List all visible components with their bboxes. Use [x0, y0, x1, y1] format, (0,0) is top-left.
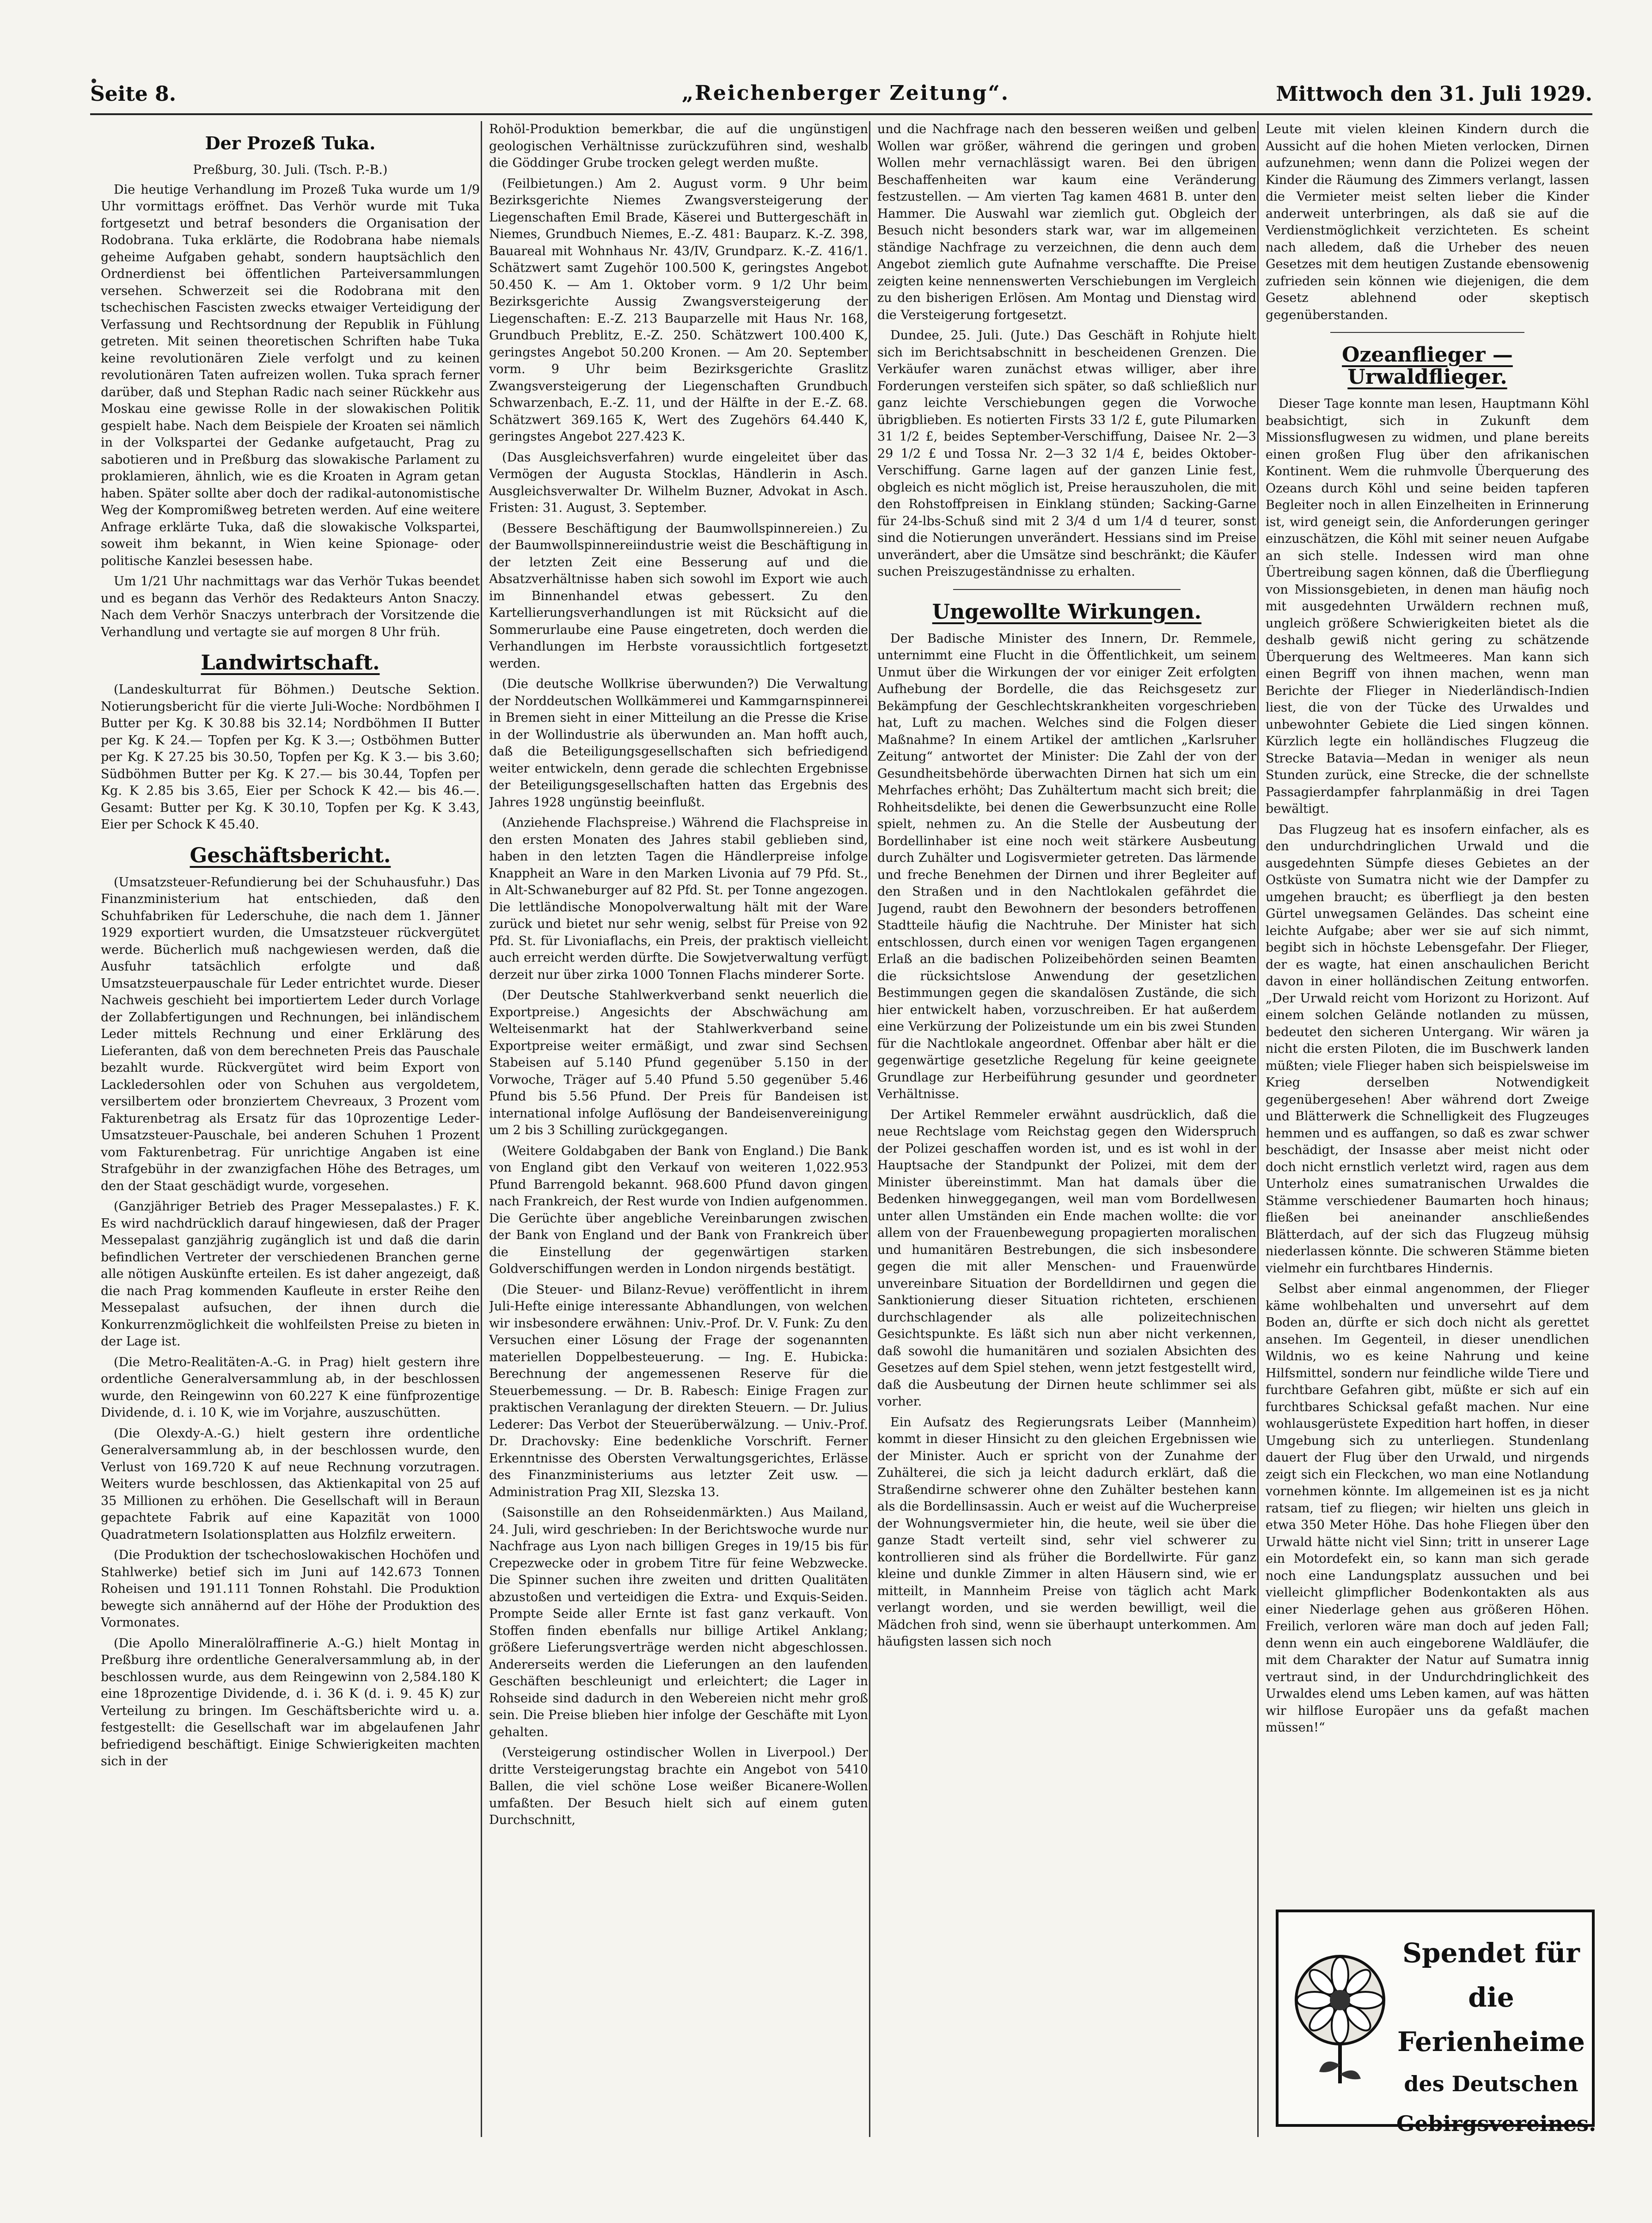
- article-paragraph: (Der Deutsche Stahlwerkverband senkt neuerlich die Exportpreise.) Angesichts der Abschwächung am Welteisenmarkt hat der Stahlwerkverband seine Exportpreise weiter ermäßigt, und zwar sind Sechsen Stabeisen auf 5.140 Pfund gegenüber 5.150 in der Vorwoche, Träger auf 5.40 Pfund 5.50 gegenüber 5.46 Pfund bis 5.56 Pfund. Der Preis für Bandeisen ist international infolge Auflösung der Bandeisenvereinigung um 2 bis 3 Schilling zurückgegangen.: [489, 988, 868, 1137]
- ad-line: Spendet für die: [1402, 1937, 1580, 2013]
- article-paragraph: Dieser Tage konnte man lesen, Hauptmann Köhl beabsichtigt, sich in Zukunft dem Missionsflugwesen zu widmen, und plane bereits einen großen Flug über den afrikanischen Kontinent. Wem die ruhmvolle Überquerung des Ozeans durch Köhl und seine beiden tapferen Begleiter noch in allen Einzelheiten in Erinnerung ist, wird geneigt sein, die Anforderungen geringer einzuschätzen, die Köhl mit seiner neuen Aufgabe an sich stelle. Indessen wird man ohne Übertreibung sagen können, daß die Überfliegung von Missionsgebieten, in denen man häufig noch mit ausgedehnten Urwäldern rechnen muß, ungleich größere Schwierigkeiten bietet als die deshalb gewiß nicht gering zu schätzende Überquerung des Weltmeeres. Man kann sich einen Begriff von ihnen machen, wenn man Berichte der Flieger in Niederländisch-Indien liest, die von der Tücke des Urwaldes und unbewohnter Gebiete die Lied singen können. Kürzlich legte ein holländisches Flugzeug die Strecke Batavia—Medan in weniger als neun Stunden zurück, eine Strecke, die der schnellste Passagierdampfer fahrplanmäßig in drei Tagen bewältigt.: [1266, 397, 1589, 816]
- article-separator: [953, 589, 1181, 590]
- article-paragraph: Leute mit vielen kleinen Kindern durch die Aussicht auf die hohen Mieten verlocken, Dirnen aufzunehmen; wenn dann die Polizei wegen der Kinder die Räumung des Zimmers verlangt, lassen die Vermieter meist selten lieber die Kinder anderweit unterbringen, als daß sie auf die Verdienstmöglichkeit verzichteten. Es scheint nach alledem, daß die Urheber des neuen Gesetzes mit dem heutigen Zustande ebensowenig zufrieden sein können wie diejenigen, die dem Gesetz ablehnend oder skeptisch gegenüberstanden.: [1266, 122, 1589, 322]
- article-paragraph: (Die Olexdy-A.-G.) hielt gestern ihre ordentliche Generalversammlung ab, in der beschlossen wurde, den Verlust von 169.720 K auf neue Rechnung vorzutragen. Weiters wurde beschlossen, das Aktienkapital von 25 auf 35 Millionen zu erhöhen. Die Gesellschaft will in Beraun gepachtete Fabrik auf eine Kapazität von 1000 Quadratmetern Isolationsplatten aus Holzfilz erweitern.: [101, 1426, 480, 1542]
- advertisement-box: [1276, 1910, 1597, 2136]
- page-header: [90, 78, 1592, 110]
- article-paragraph: (Anziehende Flachspreise.) Während die Flachspreise in den ersten Monaten des Jahres stabil geblieben sind, haben in den letzten Tagen die Händlerpreise infolge Knappheit an Ware in den Marken Livonia auf 79 Pfd. St., in Alt-Schwaneburger auf 82 Pfd. St. per Tonne angezogen. Die lettländische Monopolverwaltung hält mit der Ware zurück und bietet nur sehr wenig, selbst für Preise von 92 Pfd. St. für Livoniaflachs, ein Preis, der praktisch vielleicht auch erreicht werden dürfte. Die Sowjetverwaltung verfügt derzeit nur über zirka 1000 Tonnen Flachs minderer Sorte.: [489, 816, 868, 982]
- article-paragraph: (Bessere Beschäftigung der Baumwollspinnereien.) Zu der Baumwollspinnereiindustrie weist die Beschäftigung in der letzten Zeit eine Besserung auf und die Absatzverhältnisse haben sich sowohl im Export wie auch im Binnenhandel etwas gebessert. Zu den Kartellierungsverhandlungen ist mit Rücksicht auf die Sommerurlaube eine Pause eingetreten, doch werden die Verhandlungen im Herbste voraussichtlich fortgesetzt werden.: [489, 521, 868, 671]
- issue-date: Mittwoch den 31. Juli 1929.: [1276, 82, 1592, 106]
- article-paragraph: (Versteigerung ostindischer Wollen in Liverpool.) Der dritte Versteigerungstag brachte ein Angebot von 5410 Ballen, die viel schöne Lose weißer Bicanere-Wollen umfaßten. Der Besuch hielt sich auf einem guten Durchschnitt,: [489, 1745, 868, 1827]
- article-paragraph: (Die Produktion der tschechoslowakischen Hochöfen und Stahlwerke) betief sich im Juni auf 142.673 Tonnen Roheisen und 191.111 Tonnen Rohstahl. Die Produktion bewegte sich annähernd auf der Höhe der Produktion des Vormonates.: [101, 1548, 480, 1630]
- article-paragraph: (Die Apollo Mineralölraffinerie A.-G.) hielt Montag in Preßburg ihre ordentliche Generalversammlung ab, in der beschlossen wurde, aus dem Reingewinn von 2,584.180 K eine 18prozentige Dividende, d. i. 36 K (d. i. 9. 45 K) zur Verteilung zu bringen. Im Geschäftsberichte wird u. a. festgestellt: die Gesellschaft war im abgelaufenen Jahr befriedigend beschäftigt. Einige Schwierigkeiten machten sich in der: [101, 1636, 480, 1769]
- article-paragraph: (Landeskulturrat für Böhmen.) Deutsche Sektion. Notierungsbericht für die vierte Juli-Woche: Nordböhmen I Butter per Kg. K 30.88 bis 32.14; Nordböhmen II Butter per Kg. K 24.— Topfen per Kg. K 3.—; Ostböhmen Butter per Kg. K 27.25 bis 30.50, Topfen per Kg. K 3.— bis 3.60; Südböhmen Butter per Kg. K 27.— bis 30.44, Topfen per Kg. K 2.85 bis 3.65, Eier per Schock K 42.— bis 46.—. Gesamt: Butter per Kg. K 30.10, Topfen per Kg. K 3.43, Eier per Schock K 45.40.: [101, 682, 480, 832]
- article-paragraph: (Umsatzsteuer-Refundierung bei der Schuhausfuhr.) Das Finanzministerium hat entschieden, daß den Schuhfabriken für Lederschuhe, die nach dem 1. Jänner 1929 exportiert wurden, die Umsatzsteuer rückvergütet werde. Bücherlich muß nachgewiesen werden, daß die Ausfuhr tatsächlich erfolgte und daß Umsatzsteuerpauschale für Leder entrichtet wurde. Dieser Nachweis geschieht bei importiertem Leder durch Vorlage der Zollabfertigungen und Rechnungen, bei inländischem Leder mittels Rechnung und einer Erklärung des Lieferanten, daß von dem berechneten Preis das Pauschale bezahlt wurde. Rückvergütet wird beim Export von Lackledersohlen oder von Schuhen aus vergoldetem, versilbertem oder bronziertem Chevreaux, 3 Prozent vom Fakturenbetrag als Ersatz für das 10prozentige Leder-Umsatzsteuer-Pauschale, bei anderen Schuhen 1 Prozent vom Fakturenbetrag. Für unrichtige Angaben ist eine Strafgebühr in der zwanzigfachen Höhe des Betrages, um den der Staat geschädigt wurde, vorgesehen.: [101, 875, 480, 1193]
- article-paragraph: Rohöl-Produktion bemerkbar, die auf die ungünstigen geologischen Verhältnisse zurückzuführen sind, weshalb die Göddinger Grube trocken gelegt werden mußte.: [489, 122, 868, 170]
- column-4: [1266, 121, 1597, 2146]
- column-1: [101, 121, 480, 2146]
- article-paragraph: Ein Aufsatz des Regierungsrats Leiber (Mannheim) kommt in dieser Hinsicht zu den gleichen Ergebnissen wie der Minister. Auch er spricht von der Zunahme der Zuhälterei, die sich ja leicht dadurch erklärt, daß die Straßendirne schwerer ohne den Zuhälter bestehen kann als die Bordellinsassin. Auch er weist auf die Wucherpreise der Wohnungsvermieter hin, die heute, weil sie über die ganze Stadt verteilt sind, sehr viel schwerer zu kontrollieren sind als früher die Bordellwirte. Für ganz kleine und dunkle Zimmer in alten Häusern sind, wie er mitteilt, in Mannheim Preise von täglich acht Mark verlangt worden, und sie werden bewilligt, weil die Mädchen froh sind, wenn sie überhaupt unterkommen. Am häufigsten lassen sich noch: [877, 1415, 1256, 1649]
- section-title: Ungewollte Wirkungen.: [932, 600, 1202, 624]
- article-paragraph: Dundee, 25. Juli. (Jute.) Das Geschäft in Rohjute hielt sich im Berichtsabschnitt in bescheidenen Grenzen. Die Verkäufer waren zunächst etwas williger, aber ihre Forderungen versteifen sich später, so daß schließlich nur ganz leichte Verschiebungen gegen die Vorwoche übrigblieben. Es notierten Firsts 33 1/2 £, gute Pilumarken 31 1/2 £, beides September-Verschiffung, Daisee Nr. 2—3 29 1/2 £ und Tossa Nr. 2—3 32 1/4 £, beides Oktober-Verschiffung. Garne lagen auf der ganzen Linie fest, obgleich es nicht möglich ist, Preise herauszuholen, die mit den Rohstoffpreisen in Einklang stünden; Sacking-Garne für 24-lbs-Schuß sind mit 2 3/4 d um 1/4 d teurer, sonst sind die Notierungen unverändert. Hessians sind im Preise unverändert, aber die Umsätze sind beschränkt; die Käufer suchen Preiszugeständnisse zu erhalten.: [877, 328, 1256, 579]
- article-paragraph: Der Badische Minister des Innern, Dr. Remmele, unternimmt eine Flucht in die Öffentlichkeit, um seinem Unmut über die Wirkungen der vor einiger Zeit erfolgten Aufhebung der Bordelle, die das Reichsgesetz zur Bekämpfung der Geschlechtskrankheiten vorgeschrieben hat, Luft zu machen. Welches sind die Folgen dieser Maßnahme? In einem Artikel der amtlichen „Karlsruher Zeitung“ antwortet der Minister: Die Zahl der von der Gesundheitsbehörde überwachten Dirnen hat sich um ein Mehrfaches erhöht; Das Zuhältertum macht sich breit; die Rohheitsdelikte, bei denen die Gewerbsunzucht eine Rolle spielt, nehmen zu. An die Stelle der Ausbeutung der Bordellinhaber ist eine noch weit stärkere Ausbeutung durch Zuhälter und Logisvermieter getreten. Das lärmende und freche Benehmen der Dirnen und ihrer Begleiter auf den Straßen und in den Nachtlokalen gefährdet die Jugend, raubt den Bewohnern der besonders betroffenen Stadtteile häufig die Nachtruhe. Der Minister hat sich entschlossen, durch einen vor wenigen Tagen ergangenen Erlaß an die badischen Polizeibehörden seinen Beamten die rücksichtslose Anwendung der gesetzlichen Bestimmungen gegen die skandalösen Zustände, die sich hier entwickelt haben, vorzuschreiben. Er hat außerdem eine Verkürzung der Polizeistunde um ein bis zwei Stunden für die Nachtlokale angeordnet. Offenbar aber hält er die gegenwärtige gesetzliche Regelung für keine geeignete Grundlage zur Herbeiführung gesunder und geordneter Verhältnisse.: [877, 631, 1256, 1101]
- section-title: Ozeanflieger — Urwaldflieger.: [1342, 343, 1513, 389]
- paper-title: „Reichenberger Zeitung“.: [682, 81, 1010, 105]
- dateline: Preßburg, 30. Juli. (Tsch. P.-B.): [193, 163, 388, 177]
- article-title: Der Prozeß Tuka.: [205, 133, 376, 154]
- column-2: [489, 121, 868, 2146]
- article-paragraph: Die heutige Verhandlung im Prozeß Tuka wurde um 1/9 Uhr vormittags eröffnet. Das Verhör wurde mit Tuka fortgesetzt und betraf besonders die Organisation der Rodobrana. Tuka erklärte, die Rodobrana habe niemals geheime Aufgaben gehabt, sondern hauptsächlich den Ordnerdienst bei öffentlichen Parteiversammlungen versehen. Schwerzeit sei die Rodobrana mit den tschechischen Fascisten zwecks etwaiger Verteidigung der Verfassung und Rechtsordnung der Republik in Fühlung getreten. Mit seinen theoretischen Schriften habe Tuka keine revolutionären Ziele verfolgt und zu keinen revolutionären Taten aufreizen wollen. Tuka sprach ferner darüber, daß und Stephan Radic nach seiner Rückkehr aus Moskau eine gewisse Rolle in der slowakischen Politik gespielt habe. Nach dem Beispiele der Kroaten sei nämlich in der Volkspartei der Gedanke aufgetaucht, Prag zu sabotieren und in Preßburg das slowakische Parlament zu proklamieren, ähnlich, wie es die Kroaten in Agram getan haben. Später sollte aber doch der radikal-autonomistische Weg der Kompromißweg betreten werden. Auf eine weitere Anfrage erklärte Tuka, daß die slowakische Volkspartei, soweit ihm bekannt, in Wien keine Spionage- oder politische Kanzlei besessen habe.: [101, 182, 480, 568]
- ad-line: Gebirgsvereines.: [1396, 2111, 1597, 2136]
- column-divider: [1257, 121, 1259, 2137]
- ad-line: des Deutschen: [1404, 2071, 1579, 2096]
- article-separator: [1330, 332, 1524, 333]
- article-paragraph: Das Flugzeug hat es insofern einfacher, als es den undurchdringlichen Urwald und die ausgedehnten Sümpfe dieses Gebietes an der Ostküste von Sumatra nicht wie der Dampfer zu umgehen braucht; es überfliegt ja den besten Gürtel unwegsamen Geländes. Das scheint eine leichte Aufgabe; aber wer sie auf sich nimmt, begibt sich in höchste Lebensgefahr. Der Flieger, der es wagte, hat einen anschaulichen Bericht davon in einer holländischen Zeitung entworfen. „Der Urwald reicht vom Horizont zu Horizont. Auf einem solchen Gelände notlanden zu müssen, bedeutet den sicheren Untergang. Wir wären ja nicht die ersten Piloten, die im Buschwerk landen müßten; viele Flieger haben sich beispielsweise im Krieg derselben Notwendigkeit gegenübergesehen! Aber während dort Zweige und Blätterwerk die Schnelligkeit des Flugzeuges hemmen und es auffangen, so daß es zwar schwer beschädigt, der Insasse aber meist nicht oder doch nicht ernstlich verletzt wird, ragen aus dem Unterholz eines sumatranischen Urwaldes die Stämme verschiedener Baumarten hoch hinaus; fließen bei aneinander anschließendes Blätterdach, auf der sich das Flugzeug mühsig niederlassen könnte. Die schweren Stämme bieten vielmehr ein furchtbares Hindernis.: [1266, 822, 1589, 1276]
- article-paragraph: Der Artikel Remmeler erwähnt ausdrücklich, daß die neue Rechtslage vom Reichstag gegen den Widerspruch der Polizei geschaffen worden ist, und es ist wohl in der Hauptsache der Standpunkt der Polizei, mit dem der Minister übereinstimmt. Man hat damals über die Bedenken hinweggegangen, weil man vom Bordellwesen unter allen Umständen ein Ende machen wollte: die vor allem von der Frauenbewegung propagierten moralischen und humanitären Bestrebungen, die sich insbesondere gegen die mit aller Menschen- und Frauenwürde unvereinbare Situation der Bordelldirnen und gegen die Sanktionierung dieser Situation richteten, erschienen durchschlagender als alle polizeitechnischen Gesichtspunkte. Es läßt sich nun aber nicht verkennen, daß sowohl die humanitären und sozialen Absichten des Gesetzes auf dem Spiel stehen, wenn jetzt festgestellt wird, daß die Ausbeutung der Dirnen heute schlimmer sei als vorher.: [877, 1107, 1256, 1409]
- column-3: [877, 121, 1256, 2146]
- article-paragraph: und die Nachfrage nach den besseren weißen und gelben Wollen war größer, während die geringen und groben Wollen mehr vernachlässigt waren. Bei den übrigen Beschaffenheiten war kaum eine Veränderung festzustellen. — Am vierten Tag kamen 4681 B. unter den Hammer. Die Auswahl war ziemlich gut. Obgleich der Besuch nicht besonders stark war, war im allgemeinen ständige Nachfrage zu verzeichnen, die denn auch dem Angebot ziemlich gute Aufnahme verschaffte. Die Preise zeigten keine nennenswerten Verschiebungen im Vergleich zu den bisherigen Erlösen. Am Montag und Dienstag wird die Versteigerung fortgesetzt.: [877, 122, 1256, 322]
- column-divider: [869, 121, 870, 2137]
- article-paragraph: (Die Metro-Realitäten-A.-G. in Prag) hielt gestern ihre ordentliche Generalversammlung ab, in der beschlossen wurde, den Reingewinn von 60.227 K eine fünfprozentige Dividende, d. i. 10 K, wie im Vorjahre, auszuschütten.: [101, 1355, 480, 1420]
- advertisement-text: [1396, 1931, 1597, 2143]
- ad-line: Ferienheime: [1397, 2026, 1585, 2057]
- article-paragraph: (Die Steuer- und Bilanz-Revue) veröffentlicht in ihrem Juli-Hefte einige interessante Abhandlungen, von welchen wir insbesondere erwähnen: Univ.-Prof. Dr. V. Funk: Zu den Versuchen einer Lösung der Frage der sogenannten materiellen Doppelbesteuerung. — Ing. E. Hubicka: Berechnung der angemessenen Reserve für die Steuerbemessung. — Dr. B. Rabesch: Einige Fragen zur praktischen Veranlagung der direkten Steuern. — Dr. Julius Lederer: Das Verbot der Steuerüberwälzung. — Univ.-Prof. Dr. Drachovsky: Eine bedenkliche Vorschrift. Ferner Erkenntnisse des Obersten Verwaltungsgerichtes, Erlässe des Finanzministeriums aus letzter Zeit usw. — Administration Prag XII, Slezska 13.: [489, 1282, 868, 1499]
- article-paragraph: Um 1/21 Uhr nachmittags war das Verhör Tukas beendet und es begann das Verhör des Redakteurs Anton Snaczy. Nach dem Verhör Snaczys unterbrach der Vorsitzende die Verhandlung und vertagte sie auf morgen 8 Uhr früh.: [101, 574, 480, 639]
- edelweiss-emblem-icon: [1291, 1940, 1389, 2093]
- article-paragraph: (Die deutsche Wollkrise überwunden?) Die Verwaltung der Norddeutschen Wollkämmerei und Kammgarnspinnerei in Bremen sieht in einer Mitteilung an die Presse die Krise in der Wollindustrie als überwunden an. Man hofft auch, daß die Beteiligungsgesellschaften sich befriedigend weiter entwickeln, denn gerade die schlechten Ergebnisse der Beteiligungsgesellschaften hatten das Ergebnis des Jahres 1928 ungünstig beeinflußt.: [489, 677, 868, 810]
- article-paragraph: Selbst aber einmal angenommen, der Flieger käme wohlbehalten und unversehrt auf dem Boden an, dürfte er sich doch nicht als gerettet ansehen. Im Gegenteil, in dieser unendlichen Wildnis, wo es keine Nahrung und keine Hilfsmittel, sondern nur feindliche wilde Tiere und furchtbare Gefahren gibt, müßte er sich auf ein furchtbares Schicksal gefaßt machen. Nur eine wohlausgerüstete Expedition hart hoffen, in dieser Umgebung sich zu unterliegen. Stundenlang dauert der Flug über den Urwald, und nirgends zeigt sich ein Fleckchen, wo man eine Notlandung vornehmen könnte. Im allgemeinen ist es ja nicht ratsam, tief zu fliegen; wir hielten uns gleich in etwa 350 Meter Höhe. Das hohe Fliegen über den Urwald hätte nicht viel Sinn; tritt in unserer Lage ein Motordefekt ein, so kann man sich gerade noch eine Landungsplatz aussuchen und bei vielleicht glimpflicher Bodenkontakten als aus einer Niederlage gehen aus größeren Höhen. Freilich, verloren wäre man doch auf jeden Fall; denn wenn ein auch eingeborene Waldläufer, die mit dem Charakter der Natur auf Sumatra innig vertraut sind, in der Undurchdringlichkeit des Urwaldes elend ums Leben kamen, auf was hätten wir hilflose Europäer uns da gefaßt machen müssen!“: [1266, 1282, 1589, 1735]
- column-divider: [481, 121, 482, 2137]
- article-paragraph: (Weitere Goldabgaben der Bank von England.) Die Bank von England gibt den Verkauf von weiteren 1,022.953 Pfund Barrengold bekannt. 968.600 Pfund davon gingen nach Frankreich, der Rest wurde von Indien aufgenommen. Die Gerüchte über angebliche Vereinbarungen zwischen der Bank von England und der Bank von Frankreich über die Einstellung der gegenwärtigen starken Goldverschiffungen werden in London nirgends bestätigt.: [489, 1143, 868, 1276]
- section-title: Geschäftsbericht.: [190, 843, 391, 867]
- article-paragraph: (Das Ausgleichsverfahren) wurde eingeleitet über das Vermögen der Augusta Stocklas, Händlerin in Asch. Ausgleichsverwalter Dr. Wilhelm Buzner, Advokat in Asch. Fristen: 31. August, 3. September.: [489, 450, 868, 515]
- article-paragraph: (Feilbietungen.) Am 2. August vorm. 9 Uhr beim Bezirksgerichte Niemes Zwangsversteigerung der Liegenschaften Emil Brade, Käserei und Buttergeschäft in Niemes, Grundbuch Niemes, E.-Z. 481: Bauparz. K.-Z. 398, Bauareal mit Wohnhaus Nr. 43/IV, Grundparz. K.-Z. 416/1. Schätzwert samt Zugehör 100.500 K, geringstes Angebot 50.450 K. — Am 1. Oktober vorm. 9 1/2 Uhr beim Bezirksgerichte Aussig Zwangsversteigerung der Liegenschaften: E.-Z. 213 Bauparzelle mit Haus Nr. 168, Grundbuch Preblitz, E.-Z. 250. Schätzwert 100.400 K, geringstes Angebot 50.200 Kronen. — Am 20. September vorm. 9 Uhr beim Bezirksgerichte Graslitz Zwangsversteigerung der Liegenschaften Grundbuch Schwarzenbach, E.-Z. 11, und der Hälfte in der E.-Z. 68. Schätzwert 369.165 K, Wert des Zugehörs 64.440 K, geringstes Angebot 227.423 K.: [489, 176, 868, 444]
- page-number: Seite 8.: [90, 82, 177, 106]
- section-title: Landwirtschaft.: [201, 651, 380, 675]
- header-rule: [90, 113, 1592, 115]
- article-paragraph: (Ganzjähriger Betrieb des Prager Messepalastes.) F. K. Es wird nachdrücklich darauf hingewiesen, daß der Prager Messepalast ganzjährig zugänglich ist und daß die darin befindlichen Vertreter der verschiedenen Branchen gerne alle nötigen Auskünfte erteilen. Es ist daher angezeigt, daß die nach Prag kommenden Kaufleute in erster Reihe den Messepalast aufsuchen, der ihnen durch die Konkurrenzmöglichkeit die wohlfeilsten Preise zu bieten in der Lage ist.: [101, 1199, 480, 1349]
- article-paragraph: (Saisonstille an den Rohseidenmärkten.) Aus Mailand, 24. Juli, wird geschrieben: In der Berichtswoche wurde nur Nachfrage aus Lyon nach billigen Greges in 19/15 bis für Crepezwecke oder in grobem Titre für feine Webzwecke. Die Spinner suchen ihre zweiten und dritten Qualitäten abzustoßen und verteidigen die Extra- und Exquis-Seiden. Prompte Seide aller Ernte ist fast ganz verkauft. Von Stoffen finden ebenfalls nur billige Artikel Anklang; größere Lieferungsverträge werden nicht abgeschlossen. Andererseits werden die Lieferungen an den laufenden Geschäften beschleunigt und erleichtert; die Lager in Rohseide sind dadurch in den Webereien nicht mehr groß sein. Die Preise blieben hier infolge der Geschäfte mit Lyon gehalten.: [489, 1505, 868, 1739]
